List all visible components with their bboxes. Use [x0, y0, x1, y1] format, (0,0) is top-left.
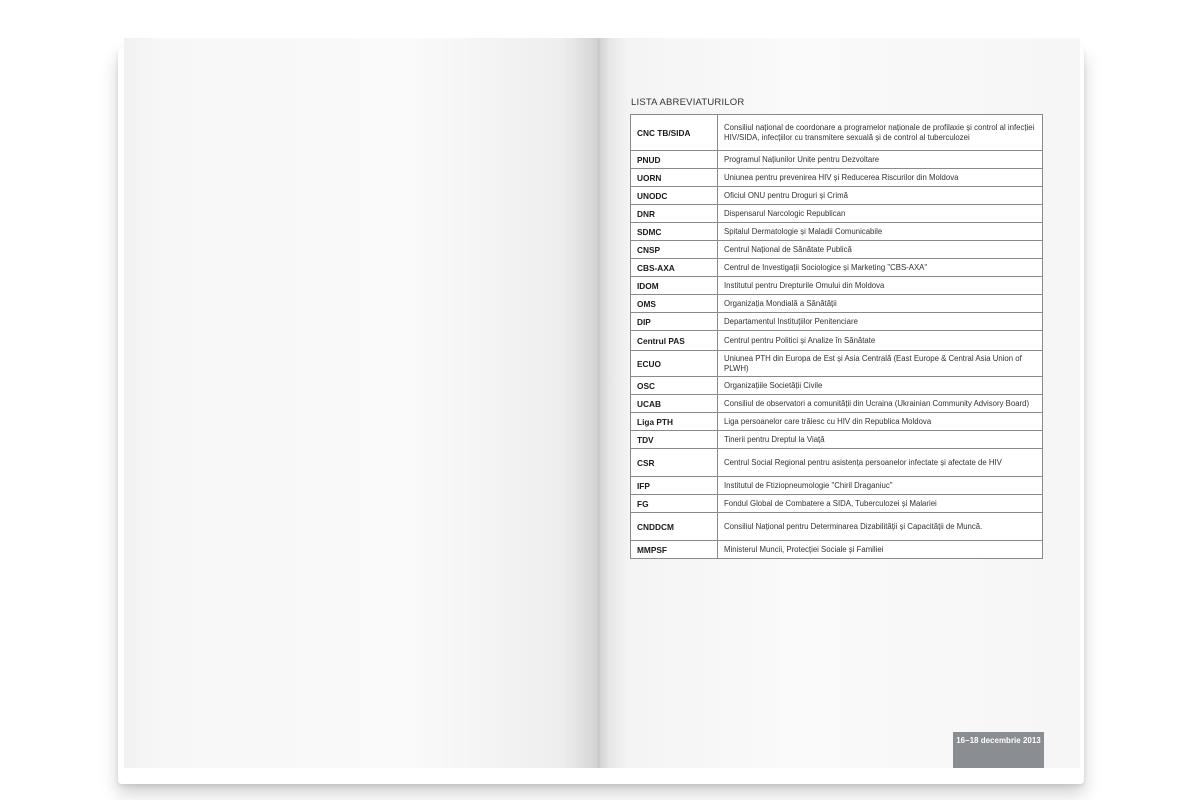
table-row: [631, 477, 1043, 495]
abbreviation-code: TDV: [631, 431, 718, 449]
abbreviation-description: Fondul Global de Combatere a SIDA, Tuberculozei și Malariei: [718, 495, 1043, 513]
table-row: [631, 331, 1043, 351]
abbreviation-code: Centrul PAS: [631, 331, 718, 351]
abbreviation-code: PNUD: [631, 151, 718, 169]
abbreviation-code: IDOM: [631, 277, 718, 295]
abbreviation-description: Uniunea PTH din Europa de Est și Asia Centrală (East Europe & Central Asia Union of PLWH): [718, 351, 1043, 377]
abbreviation-description: Liga persoanelor care trăiesc cu HIV din Republica Moldova: [718, 413, 1043, 431]
table-row: [631, 313, 1043, 331]
abbreviation-description: Tinerii pentru Dreptul la Viață: [718, 431, 1043, 449]
abbreviation-description: Organizația Mondială a Sănătății: [718, 295, 1043, 313]
abbreviation-description: Consiliul Național pentru Determinarea Dizabilității și Capacității de Muncă.: [718, 513, 1043, 541]
abbreviation-code: UCAB: [631, 395, 718, 413]
abbreviation-description: Consiliul național de coordonare a programelor naționale de profilaxie și control al infecției HIV/SIDA, infecțiilor cu transmitere sexuală și de control al tuberculozei: [718, 115, 1043, 151]
abbreviation-code: MMPSF: [631, 541, 718, 559]
table-row: [631, 187, 1043, 205]
footer-date: 16–18 decembrie 2013: [956, 736, 1041, 745]
abbreviation-code: DIP: [631, 313, 718, 331]
abbreviation-code: FG: [631, 495, 718, 513]
abbreviation-description: Centrul Social Regional pentru asistența persoanelor infectate și afectate de HIV: [718, 449, 1043, 477]
abbreviation-description: Consiliul de observatori a comunității din Ucraina (Ukrainian Community Advisory Board): [718, 395, 1043, 413]
abbreviation-code: OMS: [631, 295, 718, 313]
abbreviation-description: Dispensarul Narcologic Republican: [718, 205, 1043, 223]
table-row: [631, 115, 1043, 151]
abbreviation-description: Organizațiile Societății Civile: [718, 377, 1043, 395]
abbreviation-code: CNDDCM: [631, 513, 718, 541]
abbreviation-description: Ministerul Muncii, Protecției Sociale și Familiei: [718, 541, 1043, 559]
abbreviation-code: DNR: [631, 205, 718, 223]
abbreviation-description: Oficiul ONU pentru Droguri și Crimă: [718, 187, 1043, 205]
section-title: LISTA ABREVIATURILOR: [631, 97, 745, 108]
footer-date-tab: [953, 732, 1044, 768]
table-row: [631, 277, 1043, 295]
abbreviation-description: Centrul pentru Politici și Analize în Sănătate: [718, 331, 1043, 351]
abbreviation-code: OSC: [631, 377, 718, 395]
abbreviation-description: Institutul de Ftiziopneumologie "Chiril Draganiuc": [718, 477, 1043, 495]
table-row: [631, 169, 1043, 187]
table-row: [631, 205, 1043, 223]
abbreviations-table: [630, 114, 1043, 559]
booklet-spine: [598, 38, 602, 768]
abbreviation-description: Programul Națiunilor Unite pentru Dezvoltare: [718, 151, 1043, 169]
abbreviation-description: Institutul pentru Drepturile Omului din Moldova: [718, 277, 1043, 295]
abbreviation-description: Centrul Național de Sănătate Publică: [718, 241, 1043, 259]
abbreviation-code: CBS-AXA: [631, 259, 718, 277]
table-row: [631, 377, 1043, 395]
abbreviation-description: Spitalul Dermatologie și Maladii Comunicabile: [718, 223, 1043, 241]
abbreviation-code: SDMC: [631, 223, 718, 241]
abbreviation-code: UORN: [631, 169, 718, 187]
table-row: [631, 295, 1043, 313]
table-row: [631, 431, 1043, 449]
table-row: [631, 241, 1043, 259]
table-row: [631, 395, 1043, 413]
table-row: [631, 449, 1043, 477]
table-row: [631, 541, 1043, 559]
table-row: [631, 351, 1043, 377]
table-row: [631, 413, 1043, 431]
table-row: [631, 513, 1043, 541]
abbreviation-description: Uniunea pentru prevenirea HIV și Reducerea Riscurilor din Moldova: [718, 169, 1043, 187]
abbreviation-code: CNSP: [631, 241, 718, 259]
abbreviation-code: UNODC: [631, 187, 718, 205]
abbreviation-description: Departamentul Instituțiilor Penitenciare: [718, 313, 1043, 331]
abbreviation-code: IFP: [631, 477, 718, 495]
abbreviation-code: CSR: [631, 449, 718, 477]
abbreviation-description: Centrul de Investigații Sociologice și Marketing "CBS-AXA": [718, 259, 1043, 277]
abbreviation-code: Liga PTH: [631, 413, 718, 431]
abbreviation-code: ECUO: [631, 351, 718, 377]
left-page: [124, 38, 600, 768]
table-row: [631, 259, 1043, 277]
table-row: [631, 151, 1043, 169]
table-row: [631, 495, 1043, 513]
abbreviation-code: CNC TB/SIDA: [631, 115, 718, 151]
table-row: [631, 223, 1043, 241]
